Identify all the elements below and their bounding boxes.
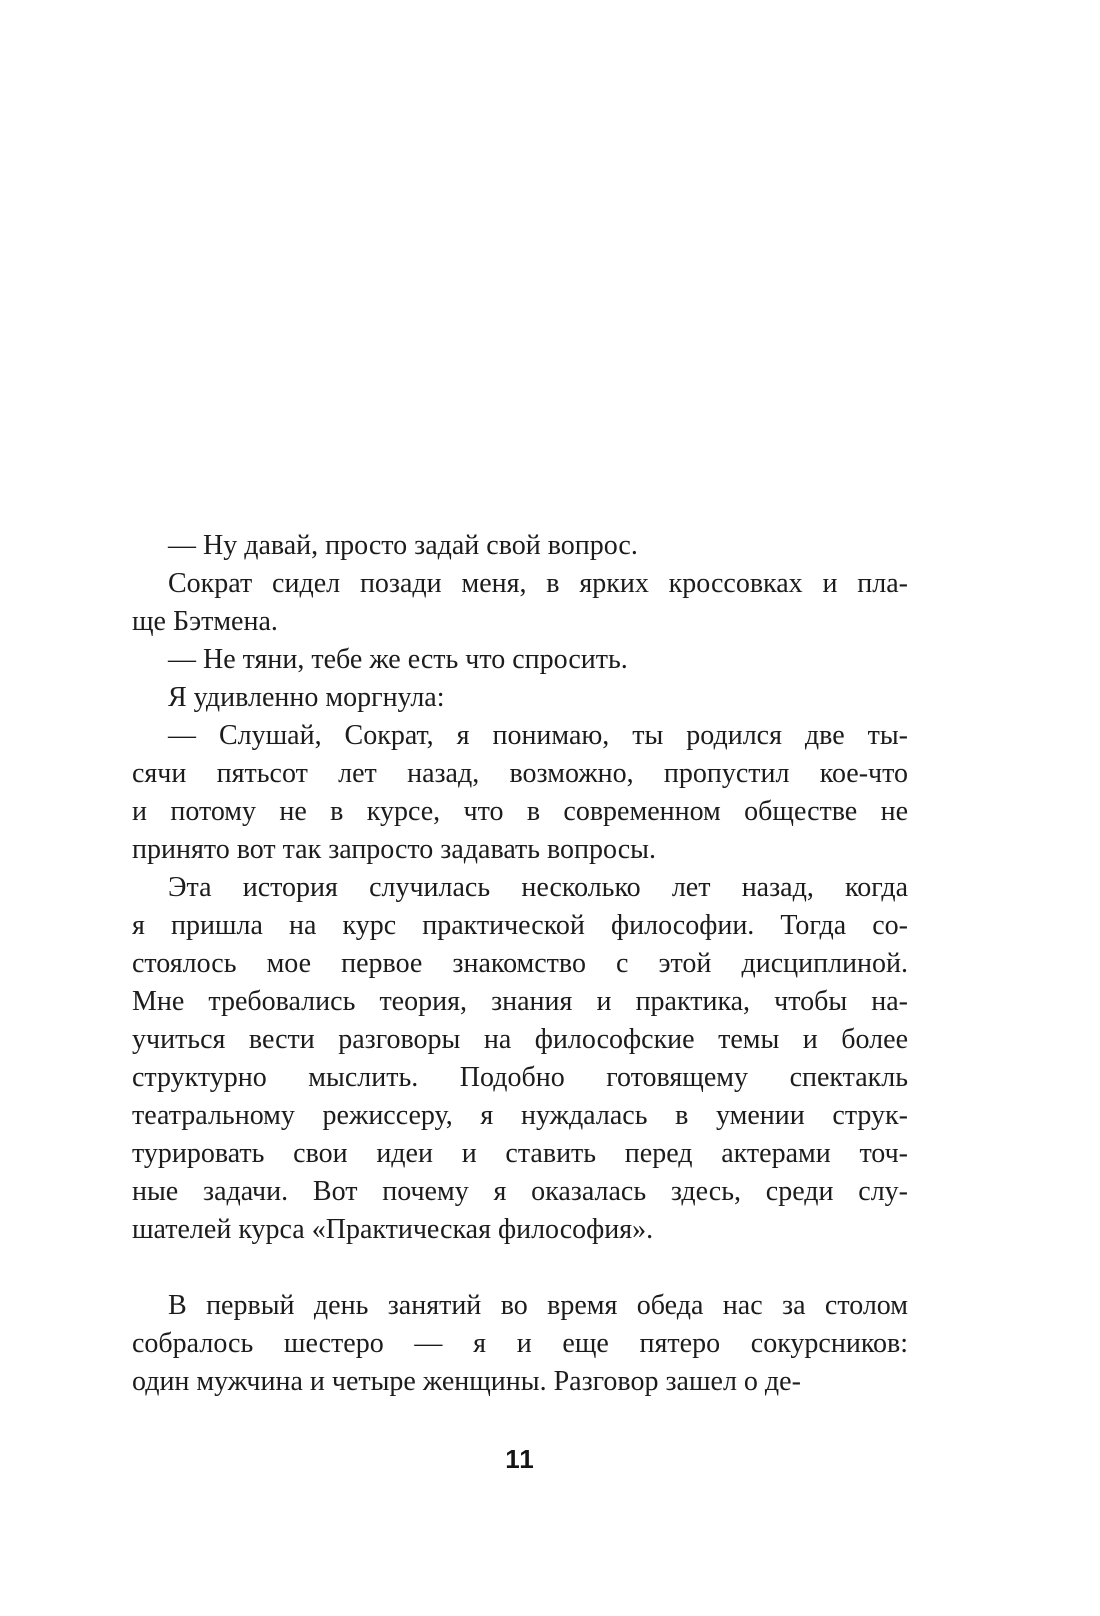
text-line: театральному режиссеру, я нуждалась в умении струк- bbox=[132, 1100, 908, 1131]
text-line: ще Бэтмена. bbox=[132, 606, 278, 637]
text-line: принято вот так запросто задавать вопросы. bbox=[132, 834, 656, 865]
text-line: я пришла на курс практической философии. Тогда со- bbox=[132, 910, 908, 941]
page-number: 11 bbox=[505, 1444, 535, 1474]
text-line: Эта история случилась несколько лет назад, когда bbox=[168, 872, 908, 903]
text-line: учиться вести разговоры на философские темы и более bbox=[132, 1024, 908, 1055]
text-line: — Ну давай, просто задай свой вопрос. bbox=[168, 530, 638, 561]
text-line: Я удивленно моргнула: bbox=[168, 682, 445, 713]
text-line: и потому не в курсе, что в современном обществе не bbox=[132, 796, 908, 827]
text-line: структурно мыслить. Подобно готовящему спектакль bbox=[132, 1062, 908, 1093]
text-line: — Слушай, Сократ, я понимаю, ты родился две ты- bbox=[168, 720, 908, 751]
text-line: стоялось мое первое знакомство с этой дисциплиной. bbox=[132, 948, 908, 979]
text-line: Сократ сидел позади меня, в ярких кроссовках и пла- bbox=[168, 568, 908, 599]
text-line: — Не тяни, тебе же есть что спросить. bbox=[168, 644, 628, 675]
text-line: один мужчина и четыре женщины. Разговор зашел о де- bbox=[132, 1366, 801, 1397]
text-line: собралось шестеро — я и еще пятеро сокурсников: bbox=[132, 1328, 908, 1359]
text-line: сячи пятьсот лет назад, возможно, пропустил кое-что bbox=[132, 758, 908, 789]
text-line: Мне требовались теория, знания и практика, чтобы на- bbox=[132, 986, 908, 1017]
text-line: шателей курса «Практическая философия». bbox=[132, 1214, 654, 1245]
text-line: ные задачи. Вот почему я оказалась здесь, среди слу- bbox=[132, 1176, 908, 1207]
body-text bbox=[132, 527, 908, 1401]
text-line: турировать свои идеи и ставить перед актерами точ- bbox=[132, 1138, 908, 1169]
text-line: В первый день занятий во время обеда нас за столом bbox=[168, 1290, 908, 1321]
